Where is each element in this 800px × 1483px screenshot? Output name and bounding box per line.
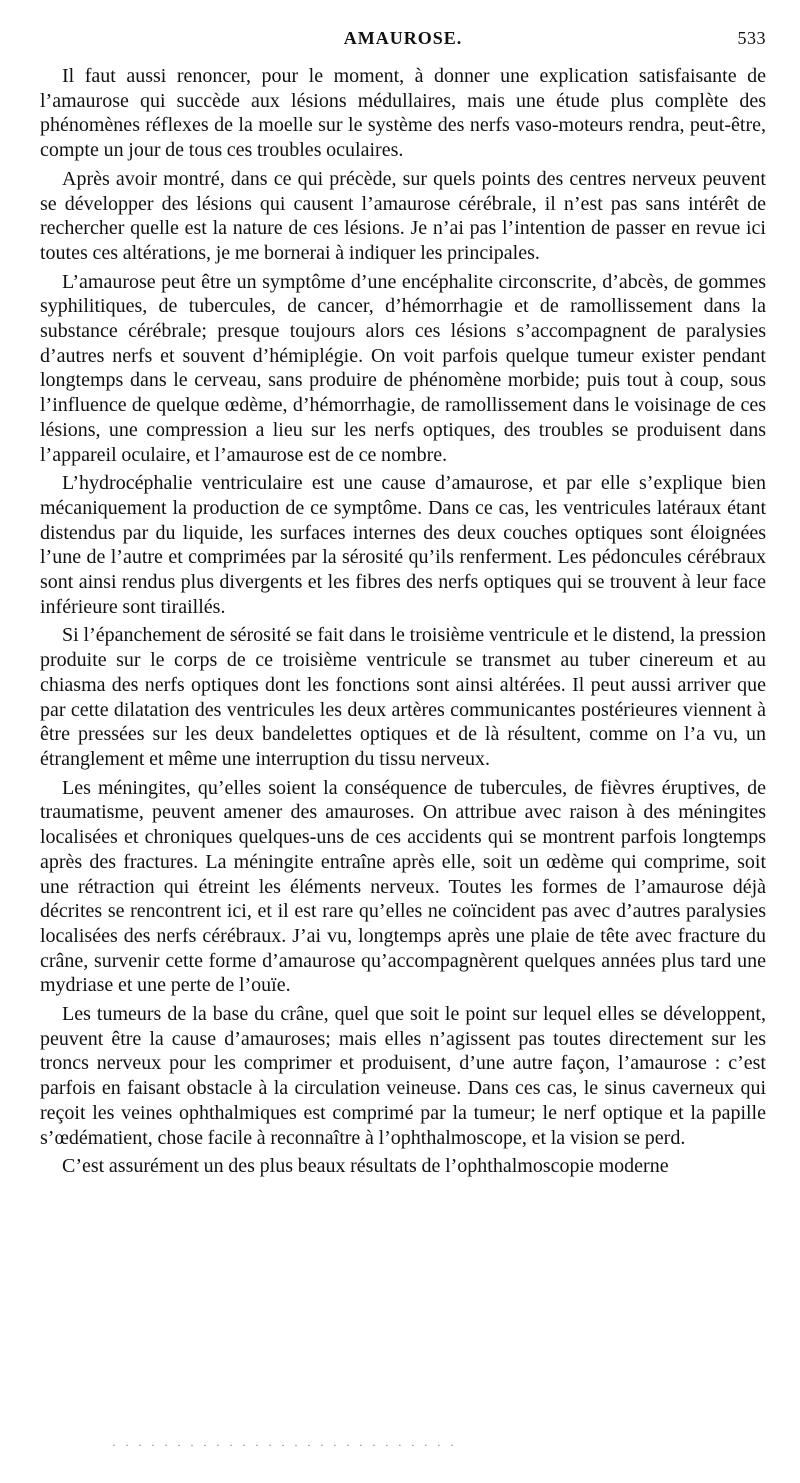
running-title: AMAUROSE.: [343, 28, 463, 48]
paragraph-1: Il faut aussi renoncer, pour le moment, à donner une explication satisfaisante de l’amaurose qui succède aux lésions médullaires, mais une étude plus complète des phénomènes réflexes de la moelle sur le système des nerfs vaso-moteurs rendra, peut-être, compte un jour de tous ces troubles oculaires.: [40, 65, 766, 162]
paragraph-4: L’hydrocéphalie ventriculaire est une cause d’amaurose, et par elle s’explique bien mécaniquement la production de ce symptôme. Dans ce cas, les ventricules latéraux étant distendus par du liquide, les surfaces internes des deux couches optiques sont éloignées l’une de l’autre et comprimées par la sérosité qu’ils renferment. Les pédoncules cérébraux sont ainsi rendus plus divergents et les fibres des nerfs optiques qui se trouvent à leur face inférieure sont tiraillés.: [40, 472, 766, 618]
running-header: [40, 22, 766, 54]
paragraph-7: Les tumeurs de la base du crâne, quel que soit le point sur lequel elles se développent, peuvent être la cause d’amauroses; mais elles n’agissent pas toutes directement sur les troncs nerveux pour les comprimer et produisent, d’une autre façon, l’amaurose : c’est parfois en faisant obstacle à la circulation veineuse. Dans ces cas, le sinus caverneux qui reçoit les veines ophthalmiques est comprimé par la tumeur; le nerf optique et la papille s’œdématient, chose facile à reconnaître à l’ophthalmoscope, et la vision se perd.: [40, 1003, 766, 1149]
scan-footer-artifact: · · · · · · · · · · · · · · · · · · · · · · · · · · ·: [112, 1438, 457, 1452]
paragraph-6: Les méningites, qu’elles soient la conséquence de tubercules, de fièvres éruptives, de traumatisme, peuvent amener des amauroses. On attribue avec raison à des méningites localisées et chroniques quelques-uns de ces accidents qui se montrent parfois longtemps après des fractures. La méningite entraîne après elle, soit un œdème qui comprime, soit une rétraction qui étreint les éléments nerveux. Toutes les formes de l’amaurose déjà décrites se rencontrent ici, et il est rare qu’elles ne coïncident pas avec d’autres paralysies localisées des nerfs cérébraux. J’ai vu, longtemps après une plaie de tête avec fracture du crâne, survenir cette forme d’amaurose qu’accompagnèrent quelques années plus tard une mydriase et une perte de l’ouïe.: [40, 776, 766, 997]
paragraph-3: L’amaurose peut être un symptôme d’une encéphalite circonscrite, d’abcès, de gommes syphilitiques, de tubercules, de cancer, d’hémorrhagie et de ramollissement dans la substance cérébrale; presque toujours alors ces lésions s’accompagnent de paralysies d’autres nerfs et souvent d’hémiplégie. On voit parfois quelque tumeur exister pendant longtemps dans le cerveau, sans produire de phénomène morbide; puis tout à coup, sous l’influence de quelque œdème, d’hémorrhagie, de ramollissement dans le voisinage de ces lésions, une compression a lieu sur les nerfs optiques, des troubles se produisent dans l’appareil oculaire, et l’amaurose est de ce nombre.: [40, 270, 766, 466]
paragraph-2: Après avoir montré, dans ce qui précède, sur quels points des centres nerveux peuvent se développer des lésions qui causent l’amaurose cérébrale, il n’est pas sans intérêt de rechercher quelle est la nature de ces lésions. Je n’ai pas l’intention de passer en revue ici toutes ces altérations, je me bornerai à indiquer les principales.: [40, 167, 766, 264]
body-text: [40, 64, 766, 1183]
paragraph-5: Si l’épanchement de sérosité se fait dans le troisième ventricule et le distend, la pression produite sur le corps de ce troisième ventricule se transmet au tuber cinereum et au chiasma des nerfs optiques dont les fonctions sont ainsi altérées. Il peut aussi arriver que par cette dilatation des ventricules les deux artères communicantes postérieures viennent à être pressées sur les deux bandelettes optiques et de là résultent, comme on l’a vu, un étranglement et même une interruption du tissu nerveux.: [40, 624, 766, 770]
paragraph-8: C’est assurément un des plus beaux résultats de l’ophthalmoscopie moderne: [62, 1155, 669, 1178]
page-number: 533: [737, 28, 766, 48]
